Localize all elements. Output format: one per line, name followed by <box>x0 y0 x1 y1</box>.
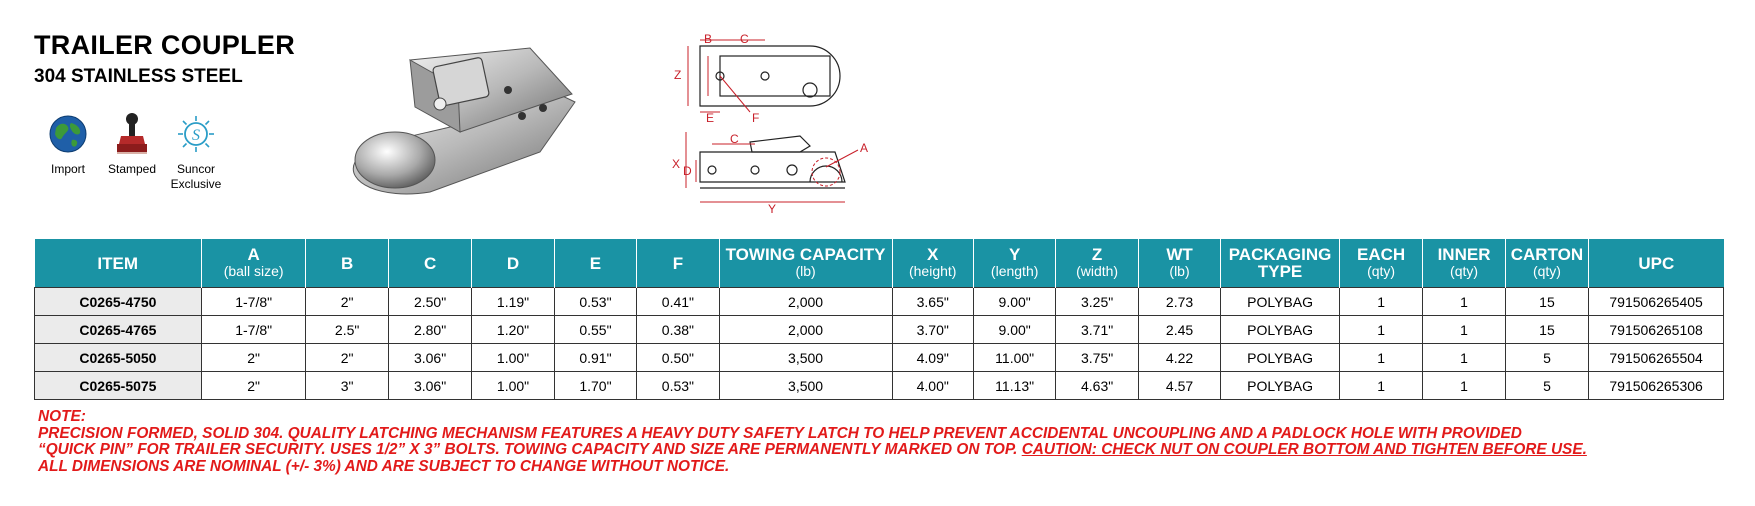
table-cell: 1-7/8" <box>201 288 306 316</box>
table-cell: 1 <box>1423 372 1505 400</box>
table-cell: 1.00" <box>472 372 554 400</box>
badge-stamped <box>100 112 164 192</box>
table-cell: 0.53" <box>554 288 636 316</box>
table-row <box>35 316 1724 344</box>
dim-label-z: Z <box>674 68 682 82</box>
dim-label-a: A <box>860 141 869 155</box>
column-header-label: Z <box>1091 245 1103 264</box>
suncor-logo-icon <box>174 112 218 156</box>
table-row <box>35 372 1724 400</box>
column-header <box>1505 239 1588 288</box>
column-header-unit: (lb) <box>1169 263 1190 279</box>
column-header <box>1221 239 1340 288</box>
note-caution: CAUTION: CHECK NUT ON COUPLER BOTTOM AND TIGHTEN BEFORE USE. <box>1021 441 1587 458</box>
item-number-cell: C0265-4750 <box>35 288 202 316</box>
table-cell: POLYBAG <box>1221 288 1340 316</box>
badge-suncor-label-line1: Suncor <box>176 162 216 176</box>
note-line-1: PRECISION FORMED, SOLID 304. QUALITY LATCHING MECHANISM FEATURES A HEAVY DUTY SAFETY LATCH TO HELP PREVENT ACCIDENTAL UNCOUPLING AND A PADLOCK HOLE WITH PROVIDED <box>38 424 1522 442</box>
table-cell: 4.63" <box>1056 372 1138 400</box>
table-cell: 1.20" <box>472 316 554 344</box>
table-cell: 9.00" <box>973 288 1055 316</box>
table-cell: 2.73 <box>1138 288 1220 316</box>
table-cell: 2" <box>306 344 388 372</box>
badge-import <box>36 112 100 192</box>
badge-stamped-label: Stamped <box>107 162 157 176</box>
column-header-label: C <box>423 253 437 273</box>
table-cell: 0.91" <box>554 344 636 372</box>
table-cell: 9.00" <box>973 316 1055 344</box>
table-cell: 791506265306 <box>1589 372 1724 400</box>
table-cell: 791506265405 <box>1589 288 1724 316</box>
table-cell: 0.53" <box>637 372 719 400</box>
svg-text:S: S <box>192 127 200 144</box>
table-cell: 1.70" <box>554 372 636 400</box>
dimension-diagram <box>660 32 900 222</box>
column-header-label: B <box>341 253 354 273</box>
table-cell: 3.75" <box>1056 344 1138 372</box>
feature-badges <box>36 112 228 192</box>
table-cell: 2,000 <box>719 316 892 344</box>
table-cell: 1 <box>1339 288 1422 316</box>
column-header <box>892 239 973 288</box>
table-cell: 1-7/8" <box>201 316 306 344</box>
table-cell: 3" <box>306 372 388 400</box>
dim-label-c-side: C <box>730 132 739 146</box>
dim-label-c: C <box>740 32 749 46</box>
column-header <box>973 239 1055 288</box>
table-cell: 3,500 <box>719 344 892 372</box>
column-header-unit: (height) <box>908 263 957 279</box>
dim-label-d: D <box>683 164 692 178</box>
column-header-unit: (width) <box>1076 263 1119 279</box>
dim-label-b: B <box>704 32 713 46</box>
table-cell: POLYBAG <box>1221 372 1340 400</box>
table-cell: 0.38" <box>637 316 719 344</box>
note-heading: NOTE: <box>38 408 86 425</box>
table-cell: 11.00" <box>973 344 1055 372</box>
table-cell: 1 <box>1339 372 1422 400</box>
table-body <box>35 288 1724 400</box>
table-cell: 1 <box>1423 344 1505 372</box>
coupler-photo <box>340 42 590 202</box>
table-cell: 2" <box>306 288 388 316</box>
table-cell: 0.41" <box>637 288 719 316</box>
note-block <box>38 409 1728 475</box>
table-cell: 3.25" <box>1056 288 1138 316</box>
column-header <box>1589 239 1724 288</box>
item-number-cell: C0265-5075 <box>35 372 202 400</box>
column-header <box>472 239 554 288</box>
column-header-label: Y <box>1008 245 1021 264</box>
column-header-label: CARTON <box>1510 245 1584 264</box>
column-header-label: UPC <box>1638 253 1675 273</box>
column-header-label: ITEM <box>97 253 138 273</box>
column-header-unit: (length) <box>990 263 1039 279</box>
column-header-label: INNER <box>1437 245 1491 264</box>
table-cell: 1 <box>1423 316 1505 344</box>
table-cell: 2.45 <box>1138 316 1220 344</box>
table-cell: 2,000 <box>719 288 892 316</box>
column-header <box>201 239 306 288</box>
column-header-label: X <box>927 245 939 264</box>
table-cell: POLYBAG <box>1221 344 1340 372</box>
column-header <box>35 239 202 288</box>
globe-icon <box>46 112 90 156</box>
item-number-cell: C0265-5050 <box>35 344 202 372</box>
table-row <box>35 288 1724 316</box>
table-cell: 5 <box>1505 372 1588 400</box>
table-cell: 4.22 <box>1138 344 1220 372</box>
table-cell: 3.06" <box>388 344 471 372</box>
table-cell: 3.06" <box>388 372 471 400</box>
column-header <box>306 239 388 288</box>
column-header-unit: (ball size) <box>223 263 284 279</box>
table-cell: 2.50" <box>388 288 471 316</box>
table-cell: 1.19" <box>472 288 554 316</box>
column-header <box>637 239 719 288</box>
table-cell: 791506265504 <box>1589 344 1724 372</box>
table-cell: 3.70" <box>892 316 973 344</box>
column-header-unit: (qty) <box>1532 263 1561 279</box>
table-cell: 1 <box>1423 288 1505 316</box>
column-header-unit: (qty) <box>1367 263 1396 279</box>
table-cell: 3.71" <box>1056 316 1138 344</box>
badge-suncor-label-line2: Exclusive <box>170 177 222 191</box>
table-cell: 4.57 <box>1138 372 1220 400</box>
column-header <box>1423 239 1505 288</box>
column-header <box>554 239 636 288</box>
column-header-label: WT <box>1166 245 1193 264</box>
table-cell: 11.13" <box>973 372 1055 400</box>
badge-suncor-exclusive <box>164 112 228 192</box>
column-header-label: E <box>589 253 602 273</box>
note-line-3: ALL DIMENSIONS ARE NOMINAL (+/- 3%) AND ARE SUBJECT TO CHANGE WITHOUT NOTICE. <box>38 457 730 475</box>
table-cell: 4.09" <box>892 344 973 372</box>
table-cell: 791506265108 <box>1589 316 1724 344</box>
table-cell: POLYBAG <box>1221 316 1340 344</box>
column-header-unit: (qty) <box>1450 263 1479 279</box>
table-cell: 1.00" <box>472 344 554 372</box>
page-subtitle: 304 STAINLESS STEEL <box>34 66 243 87</box>
spec-table <box>34 239 1724 400</box>
column-header-label: F <box>672 253 684 273</box>
dim-label-f: F <box>752 111 760 125</box>
note-line-2 <box>38 442 1728 459</box>
table-cell: 1 <box>1339 344 1422 372</box>
top-view-outline <box>700 46 840 106</box>
column-header <box>719 239 892 288</box>
column-header-label: EACH <box>1357 245 1406 264</box>
column-header <box>1339 239 1422 288</box>
column-header-label: PACKAGING TYPE <box>1228 245 1332 281</box>
column-header <box>388 239 471 288</box>
dim-label-e: E <box>706 111 715 125</box>
table-cell: 3.65" <box>892 288 973 316</box>
dim-label-x: X <box>672 157 681 171</box>
table-cell: 2.80" <box>388 316 471 344</box>
page-title: TRAILER COUPLER <box>34 30 295 60</box>
badge-suncor-label <box>164 162 228 192</box>
table-cell: 1 <box>1339 316 1422 344</box>
item-number-cell: C0265-4765 <box>35 316 202 344</box>
table-cell: 0.50" <box>637 344 719 372</box>
column-header-label: D <box>506 253 520 273</box>
table-cell: 2" <box>201 344 306 372</box>
column-header <box>1138 239 1220 288</box>
table-cell: 3,500 <box>719 372 892 400</box>
table-header-row <box>35 239 1724 288</box>
column-header <box>1056 239 1138 288</box>
badge-import-label: Import <box>50 162 85 176</box>
note-line-2-text: “QUICK PIN” FOR TRAILER SECURITY. USES 1/2” X 3” BOLTS. TOWING CAPACITY AND SIZE ARE PERMANENTLY MARKED ON TOP. <box>38 441 1022 458</box>
table-cell: 15 <box>1505 288 1588 316</box>
column-header-label: TOWING CAPACITY <box>725 245 886 264</box>
table-cell: 5 <box>1505 344 1588 372</box>
table-cell: 2.5" <box>306 316 388 344</box>
table-cell: 15 <box>1505 316 1588 344</box>
table-row <box>35 344 1724 372</box>
table-cell: 0.55" <box>554 316 636 344</box>
table-cell: 2" <box>201 372 306 400</box>
dim-label-y: Y <box>768 202 777 216</box>
column-header-unit: (lb) <box>795 263 816 279</box>
column-header-label: A <box>247 245 260 264</box>
stamp-icon <box>110 112 154 156</box>
table-cell: 4.00" <box>892 372 973 400</box>
